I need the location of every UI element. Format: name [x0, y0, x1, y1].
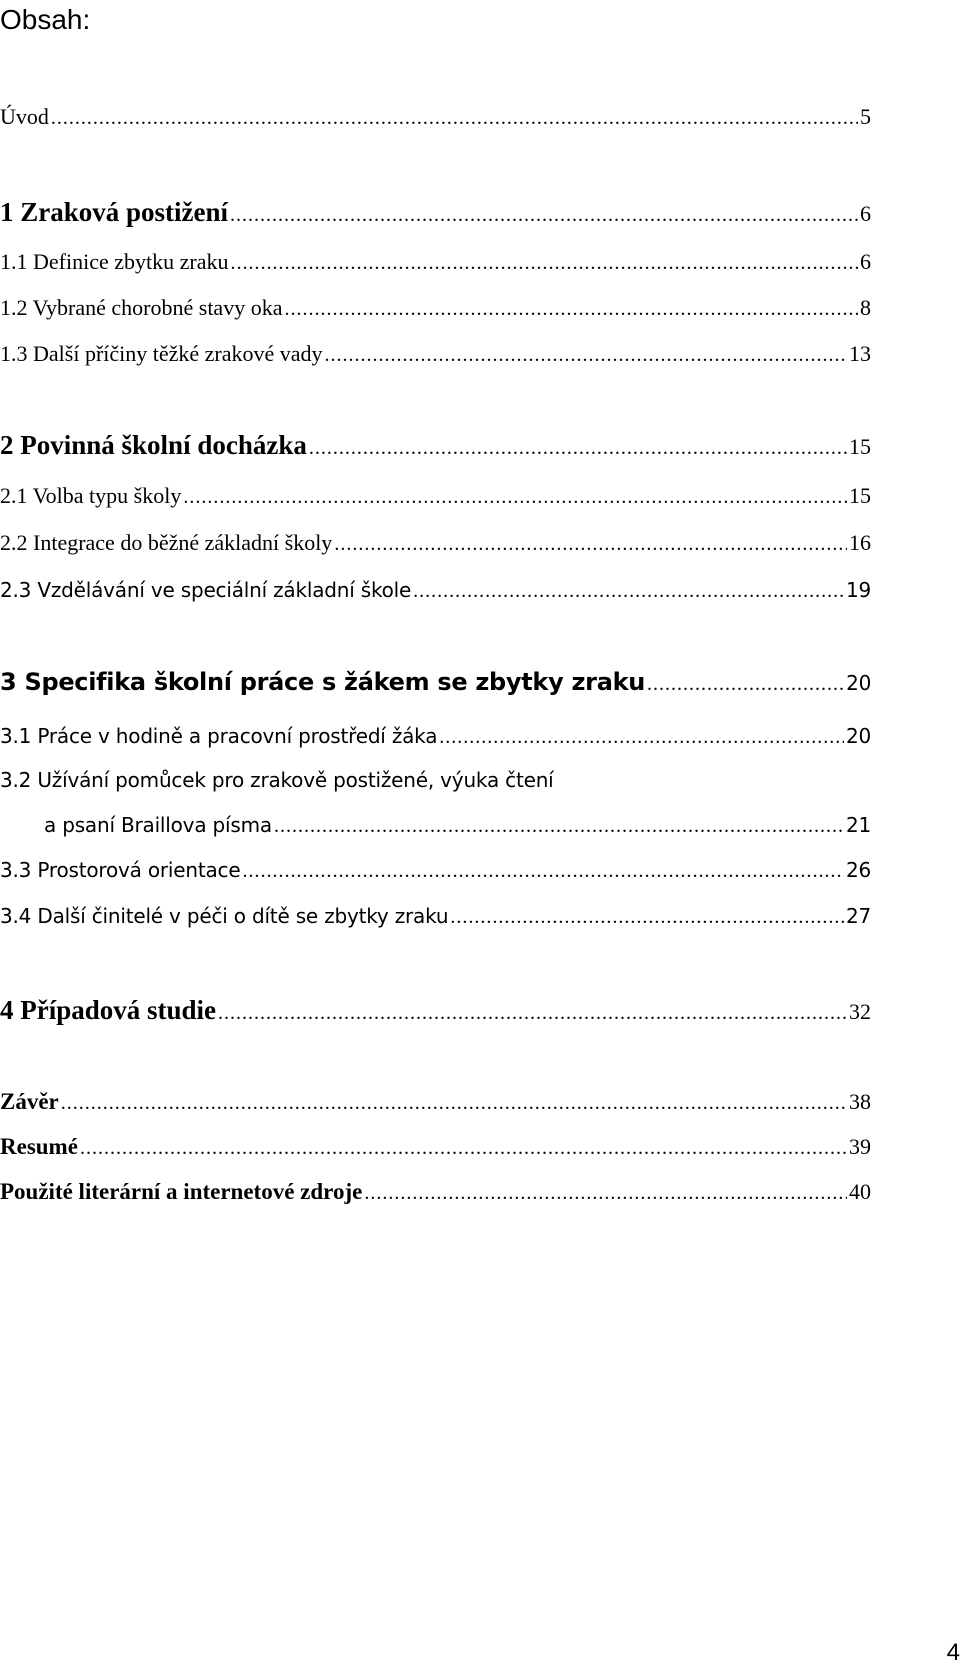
- toc-entry-2-3[interactable]: [0, 573, 871, 608]
- toc-entry-resume[interactable]: [0, 1130, 871, 1165]
- toc-leader-dots: [364, 1176, 847, 1210]
- toc-entry-label: 3.1 Práce v hodině a pracovní prostředí žáka: [0, 724, 438, 748]
- toc-heading: Obsah:: [0, 4, 91, 35]
- toc-leader-dots: [439, 720, 844, 754]
- toc-entry-label: 1.1 Definice zbytku zraku: [0, 249, 229, 274]
- toc-leader-dots: [230, 195, 858, 235]
- toc-entry-page: 39: [849, 1134, 871, 1159]
- toc-entry-1-3[interactable]: [0, 337, 871, 372]
- toc-leader-dots: [284, 292, 858, 326]
- toc-entry-continuation: a psaní Braillova písma: [44, 813, 272, 837]
- toc-entry-zdroje[interactable]: [0, 1175, 871, 1210]
- toc-leader-dots: [230, 246, 858, 280]
- toc-entry-page: 26: [845, 858, 871, 882]
- toc-leader-dots: [61, 1086, 847, 1120]
- toc-entry-label: 3.3 Prostorová orientace: [0, 858, 241, 882]
- toc-entry-chapter-3[interactable]: [0, 662, 871, 704]
- toc-entry-page: 40: [849, 1179, 871, 1204]
- toc-leader-dots: [647, 664, 844, 704]
- toc-entry-page: 8: [860, 295, 871, 320]
- toc-entry-label: Závěr: [0, 1089, 59, 1114]
- toc-entry-page: 20: [846, 671, 871, 695]
- toc-entry-3-1[interactable]: [0, 719, 871, 754]
- toc-entry-3-4[interactable]: [0, 899, 871, 934]
- toc-leader-dots: [51, 101, 858, 135]
- toc-entry-uvod[interactable]: [0, 100, 871, 135]
- toc-entry-page: 38: [849, 1089, 871, 1114]
- toc-entry-3-2-first-line[interactable]: 3.2 Užívání pomůcek pro zrakově postižené, výuka čtení: [0, 768, 554, 792]
- toc-entry-page: 20: [845, 724, 871, 748]
- toc-entry-page: 13: [849, 341, 871, 366]
- toc-entry-1-1[interactable]: [0, 245, 871, 280]
- toc-leader-dots: [413, 574, 844, 608]
- toc-entry-label: 4 Případová studie: [0, 995, 217, 1025]
- toc-entry-label: Resumé: [0, 1134, 78, 1159]
- toc-entry-2-2[interactable]: [0, 526, 871, 561]
- toc-entry-label: 3 Specifika školní práce s žákem se zbytky zraku: [0, 668, 646, 696]
- toc-entry-label: 1.3 Další příčiny těžké zrakové vady: [0, 341, 323, 366]
- toc-entry-label: Použité literární a internetové zdroje: [0, 1179, 363, 1204]
- toc-entry-label: 1 Zraková postižení: [0, 197, 229, 227]
- toc-entry-page: 19: [845, 578, 871, 602]
- toc-leader-dots: [450, 900, 844, 934]
- toc-entry-3-2[interactable]: [44, 808, 871, 843]
- toc-entry-page: 16: [849, 530, 871, 555]
- toc-leader-dots: [242, 854, 843, 888]
- toc-entry-label: 2 Povinná školní docházka: [0, 430, 307, 460]
- toc-entry-page: 27: [845, 904, 871, 928]
- toc-leader-dots: [309, 428, 847, 468]
- toc-entry-page: 15: [849, 483, 871, 508]
- toc-leader-dots: [80, 1131, 847, 1165]
- toc-leader-dots: [334, 527, 847, 561]
- toc-entry-page: 21: [845, 813, 871, 837]
- toc-entry-chapter-1[interactable]: [0, 192, 871, 235]
- page-number: 4: [946, 1639, 960, 1666]
- toc-entry-label: 2.1 Volba typu školy: [0, 483, 182, 508]
- toc-entry-page: 15: [849, 434, 871, 459]
- toc-entry-chapter-4[interactable]: [0, 990, 871, 1033]
- toc-entry-3-3[interactable]: [0, 853, 871, 888]
- toc-entry-zaver[interactable]: [0, 1085, 871, 1120]
- toc-leader-dots: [274, 809, 844, 843]
- toc-entry-2-1[interactable]: [0, 479, 871, 514]
- toc-entry-label: 1.2 Vybrané chorobné stavy oka: [0, 295, 283, 320]
- toc-entry-page: 6: [860, 201, 871, 226]
- toc-entry-page: 6: [860, 249, 871, 274]
- toc-entry-1-2[interactable]: [0, 291, 871, 326]
- toc-entry-page: 5: [860, 104, 871, 129]
- toc-leader-dots: [218, 993, 847, 1033]
- toc-entry-label: 3.4 Další činitelé v péči o dítě se zbytky zraku: [0, 904, 449, 928]
- toc-leader-dots: [325, 338, 847, 372]
- toc-leader-dots: [183, 480, 847, 514]
- toc-entry-chapter-2[interactable]: [0, 425, 871, 468]
- toc-entry-page: 32: [849, 999, 871, 1024]
- toc-entry-label: 2.3 Vzdělávání ve speciální základní škole: [0, 578, 412, 602]
- toc-entry-label: Úvod: [0, 104, 49, 129]
- toc-entry-label: 2.2 Integrace do běžné základní školy: [0, 530, 333, 555]
